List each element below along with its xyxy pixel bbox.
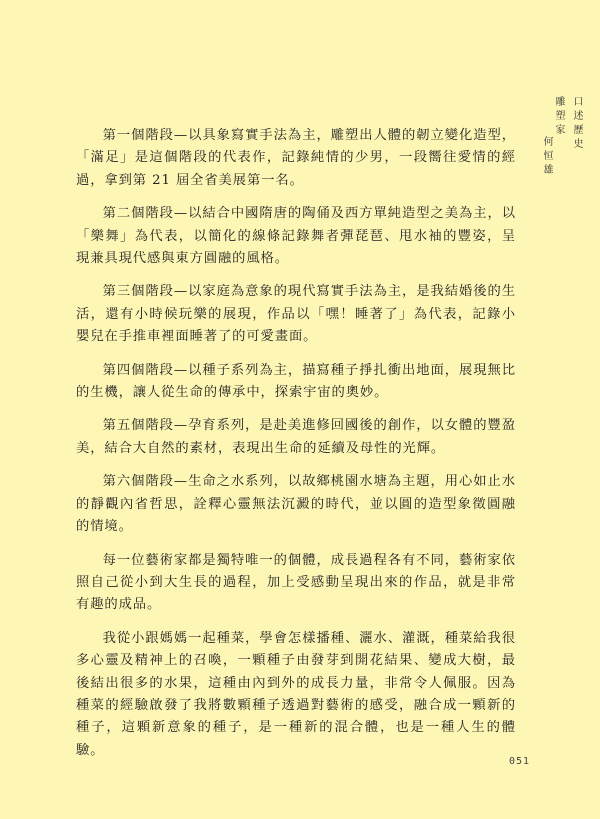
paragraph: 第三個階段—以家庭為意象的現代寫實手法為主，是我結婚後的生活，還有小時候玩樂的展現，作品以「嘿！睡著了」為代表，記錄小嬰兒在手推車裡面睡著了的可愛畫面。: [76, 284, 516, 345]
paragraph: 第六個階段—生命之水系列，以故鄉桃園水塘為主題，用心如止水的靜觀內省哲思，詮釋心靈無法沉澱的時代，並以圓的造型象徵圓融的情境。: [76, 474, 516, 535]
author-name: 何恒雄: [541, 136, 552, 178]
paragraph: 第四個階段—以種子系列為主，描寫種子掙扎衝出地面，展現無比的生機，讓人從生命的傳承中，探索宇宙的奧妙。: [76, 362, 516, 401]
paragraph: 每一位藝術家都是獨特唯一的個體，成長過程各有不同，藝術家依照自己從小到大生長的過程，加上受感動呈現出來的作品，就是非常有趣的成品。: [76, 552, 516, 613]
running-header: [540, 96, 582, 178]
paragraph: 我從小跟媽媽一起種菜，學會怎樣播種、灑水、灌溉，種菜給我很多心靈及精神上的召喚，一顆種子由發芽到開花結果、變成大樹，最後結出很多的水果，這種由內到外的成長力量，非常令人佩服。因為種菜的經驗啟發了我將數顆種子透過對藝術的感受，融合成一顆新的種子，這顆新意象的種子，是一種新的混合體，也是一種人生的體驗。: [76, 630, 516, 758]
book-title: 口述歷史: [571, 96, 582, 152]
paragraph: 第五個階段—孕育系列，是赴美進修回國後的創作，以女體的豐盈美，結合大自然的素材，表現出生命的延續及母性的光輝。: [76, 418, 516, 456]
paragraph: 第二個階段—以結合中國隋唐的陶俑及西方單純造型之美為主，以「樂舞」為代表，以簡化的線條記錄舞者彈琵琶、甩水袖的豐姿，呈現兼具現代感與東方圓融的風格。: [76, 206, 516, 267]
section-title: 雕塑家: [553, 96, 564, 138]
page-number: 051: [509, 756, 531, 767]
main-text: [76, 125, 516, 773]
section-and-author: [540, 96, 564, 178]
paragraph: 第一個階段—以具象寫實手法為主，雕塑出人體的韌立變化造型，「滿足」是這個階段的代表作，記錄純情的少男，一段嚮往愛情的經過，拿到第 21 屆全省美展第一名。: [76, 128, 516, 188]
